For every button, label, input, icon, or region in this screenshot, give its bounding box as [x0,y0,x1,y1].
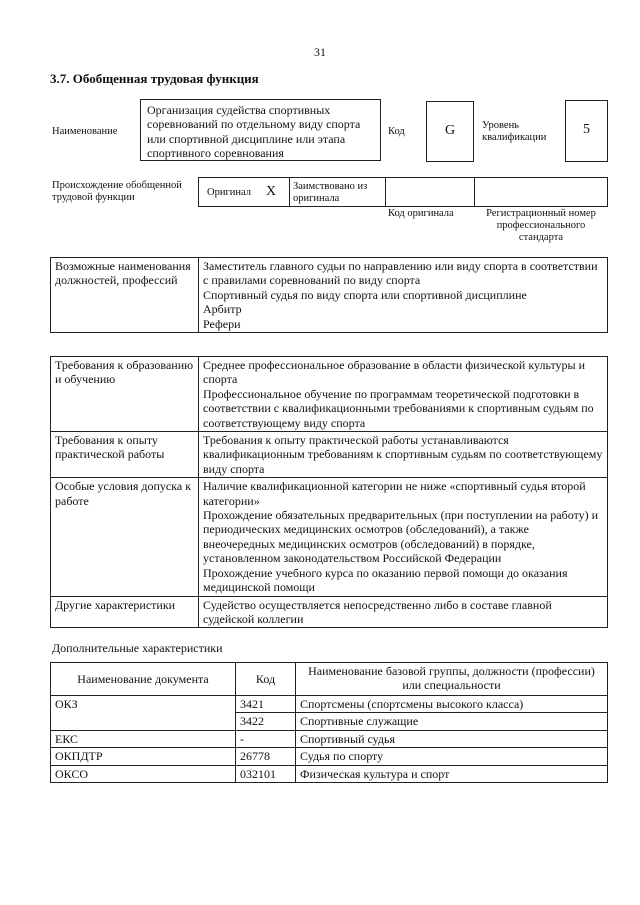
table-row [51,357,608,432]
document-code: 3421 [236,696,296,713]
position-line: Заместитель главного судьи по направлению или виду спорта в соответствии с правилами соревнований по виду спорта [203,259,598,288]
column-header: Наименование документа [51,663,236,696]
requirement-values [199,478,608,596]
positions-label: Возможные наименования должностей, профессий [51,258,199,333]
requirement-line: Прохождение обязательных предварительных (при поступлении на работу) и периодических медицинских осмотров (обследований), а также внеочередных медицинских осмотров (обследований) в порядке, установленном законодательством Российской Федерации [203,508,599,566]
code-value: G [444,123,456,138]
document-name: ОКСО [51,765,236,782]
additional-title: Дополнительные характеристики [52,641,223,655]
table-row [51,478,608,596]
page-number: 31 [314,45,326,59]
requirement-line: Требования к опыту практической работы устанавливаются квалификационным требованиям к спортивным судьям по соответствующему виду спорта [203,433,603,476]
requirement-line: Наличие квалификационной категории не ниже «спортивный судья второй категории» [203,479,586,508]
document-title: Спортивный судья [296,730,608,747]
document-name: ЕКС [51,730,236,747]
requirement-label: Требования к образованию и обучению [51,357,199,432]
table-row [51,730,608,747]
table-row [51,696,608,713]
section-title: 3.7. Обобщенная трудовая функция [50,71,259,86]
position-line: Арбитр [203,302,242,317]
table-header-row [51,663,608,696]
requirement-line: Прохождение учебного курса по оказанию первой помощи до оказания медицинской помощи [203,565,568,595]
level-box [565,100,608,162]
document-code: 26778 [236,748,296,765]
requirement-line: Среднее профессиональное образование в области физической культуры и спорта [203,358,586,387]
additional-table [50,662,608,783]
requirement-values [199,596,608,628]
document-name: ОКПДТР [51,748,236,765]
origin-table [198,177,608,207]
document-title: Спортивные служащие [296,713,608,730]
reg-number-caption: Регистрационный номер профессионального стандарта [486,208,596,243]
requirement-line: Профессиональное обучение по программам теоретической подготовки в соответствии с квалификационными требованиями к спортивным судьям по соответствующему виду спорта [203,386,594,430]
original-label: Оригинал [207,187,251,198]
level-label: Уровень квалификации [482,120,547,143]
requirement-line: Судейство осуществляется непосредственно либо в составе главной судейской коллегии [203,597,552,626]
original-mark: X [266,184,277,199]
function-name-value: Организация судейства спортивных соревнований по отдельному виду спорта или спортивной дисциплине или этапа спортивного соревнования [147,103,361,161]
document-title: Физическая культура и спорт [296,765,608,782]
positions-values [199,258,608,333]
requirement-label: Требования к опыту практической работы [51,432,199,478]
code-box [426,101,474,162]
document-code: - [236,730,296,747]
origin-label: Происхождение обобщенной трудовой функции [52,180,182,203]
function-name-box [140,99,381,161]
document-code: 3422 [236,713,296,730]
table-row [51,748,608,765]
document-title: Спортсмены (спортсмены высокого класса) [296,696,608,713]
level-value: 5 [583,122,590,137]
position-line: Рефери [203,316,241,331]
requirement-values [199,432,608,478]
document-title: Судья по спорту [296,748,608,765]
code-label: Код [388,126,405,137]
requirement-label: Особые условия допуска к работе [51,478,199,596]
requirement-label: Другие характеристики [51,596,199,628]
table-row [51,432,608,478]
column-header: Наименование базовой группы, должности (профессии) или специальности [296,663,608,696]
requirements-table [50,356,608,628]
document-code: 032101 [236,765,296,782]
table-row [51,765,608,782]
borrowed-label: Заимствовано из оригинала [293,181,368,204]
document-name: ОКЗ [51,696,236,731]
requirement-values [199,357,608,432]
table-row [51,596,608,628]
code-original-caption: Код оригинала [388,208,454,219]
name-label: Наименование [52,126,118,137]
positions-table [50,257,608,333]
position-line: Спортивный судья по виду спорта или спортивной дисциплине [203,287,527,302]
column-header: Код [236,663,296,696]
table-row [51,258,608,333]
